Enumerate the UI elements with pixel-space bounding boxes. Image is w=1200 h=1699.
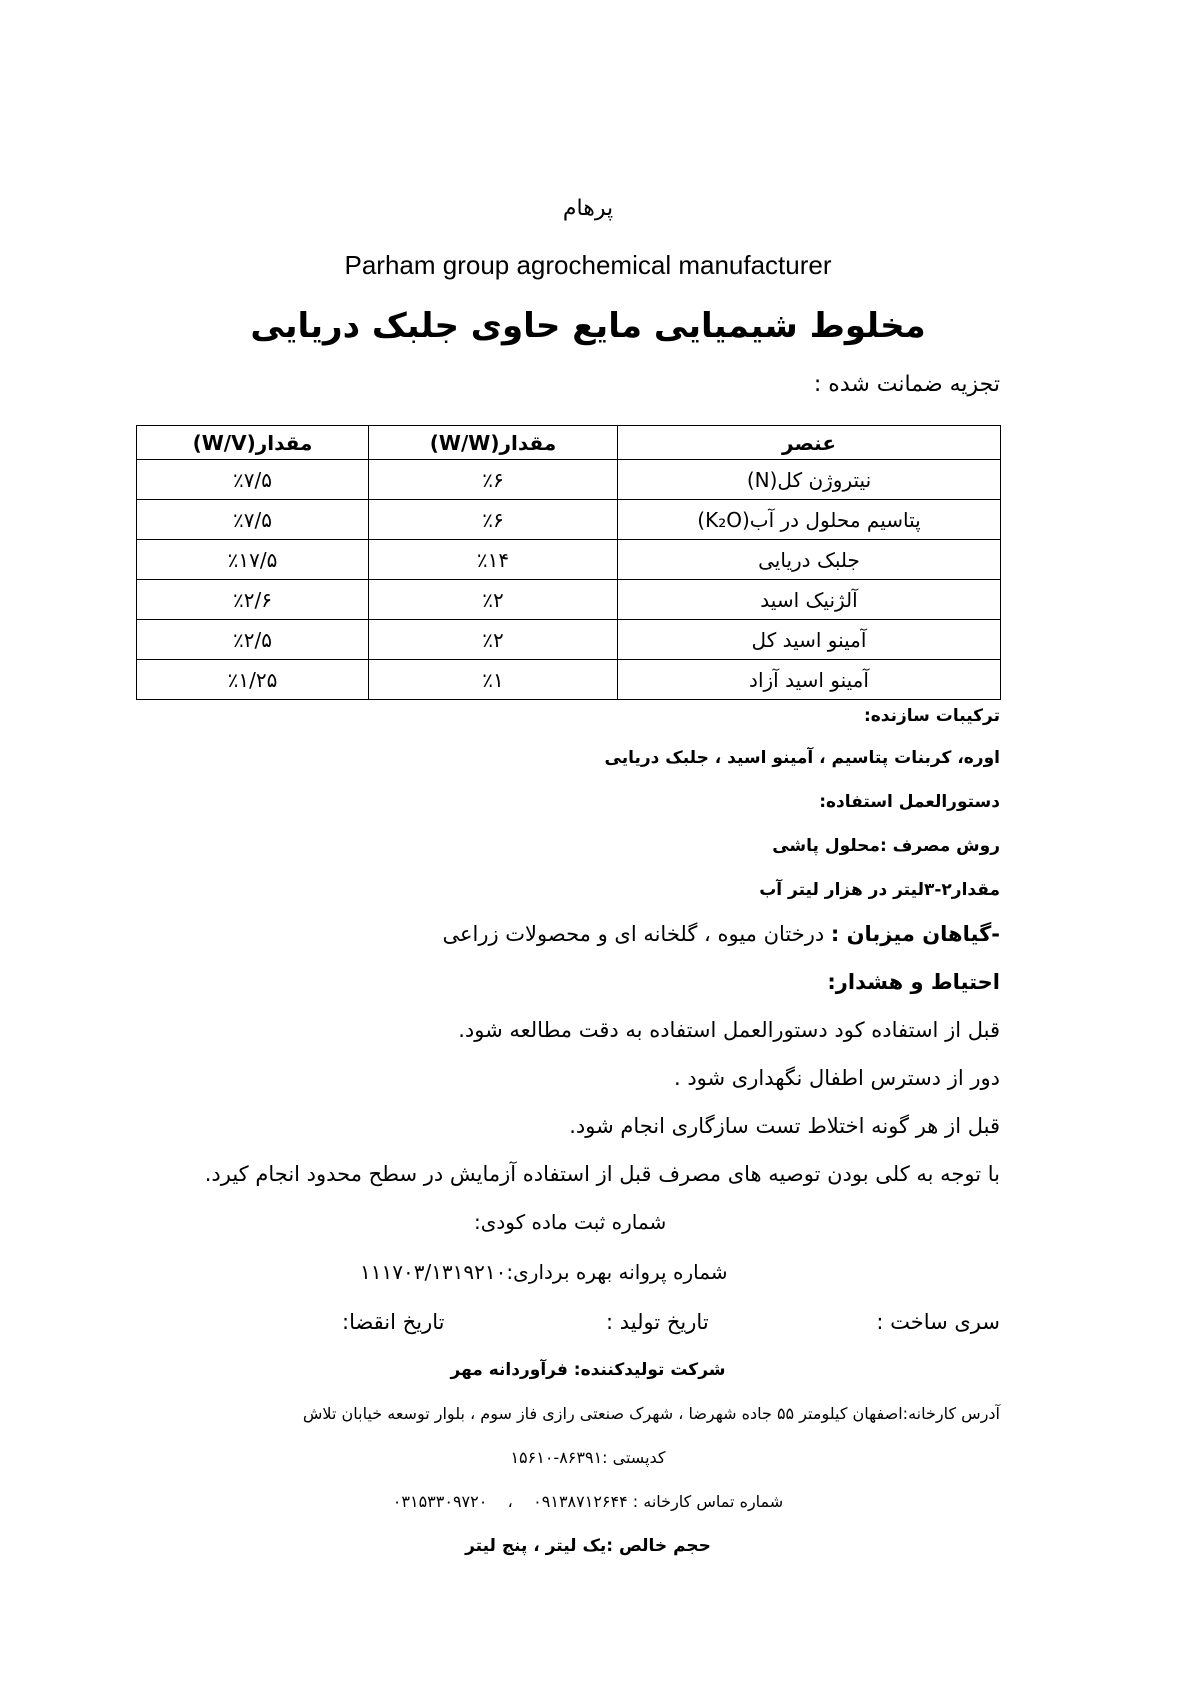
guaranteed-analysis-table — [136, 425, 1001, 700]
warning-item: دور از دسترس اطفال نگهداری شود . — [673, 1066, 1000, 1090]
element-cell: جلبک دریایی — [618, 540, 1001, 580]
warning-item: قبل از استفاده کود دستورالعمل استفاده به دقت مطالعه شود. — [458, 1018, 1000, 1042]
wv-cell: ٪۷/۵ — [137, 460, 369, 500]
table-row — [137, 500, 1001, 540]
net-volume: حجم خالص :یک لیتر ، پنج لیتر — [465, 1536, 711, 1556]
warnings-label: احتیاط و هشدار: — [827, 970, 1000, 994]
ww-cell: ٪۶ — [369, 460, 618, 500]
element-cell: پتاسیم محلول در آب(K₂O) — [618, 500, 1001, 540]
composition-label: ترکیبات سازنده: — [863, 706, 1000, 726]
wv-cell: ٪۲/۶ — [137, 580, 369, 620]
operation-license: شماره پروانه بهره برداری:۱۱۱۷۰۳/۱۳۱۹۲۱۰ — [360, 1260, 728, 1284]
factory-address: آدرس کارخانه:اصفهان کیلومتر ۵۵ جاده شهرضا ، شهرک صنعتی رازی فاز سوم ، بلوار توسعه خیابان تلاش — [302, 1404, 1000, 1423]
expiry-date: تاریخ انقضا: — [342, 1310, 445, 1334]
column-header-ww: مقدار(W/W) — [369, 426, 618, 460]
wv-cell: ٪۷/۵ — [137, 500, 369, 540]
warning-item: قبل از هر گونه اختلاط تست سازگاری انجام شود. — [569, 1114, 1000, 1138]
wv-cell: ٪۱/۲۵ — [137, 660, 369, 700]
guaranteed-analysis-label: تجزیه ضمانت شده : — [813, 372, 1000, 397]
ww-cell: ٪۶ — [369, 500, 618, 540]
element-cell: آمینو اسید کل — [618, 620, 1001, 660]
table-row — [137, 660, 1001, 700]
element-cell: آلژنیک اسید — [618, 580, 1001, 620]
column-header-wv: مقدار(W/V) — [137, 426, 369, 460]
table-row — [137, 620, 1001, 660]
production-date: تاریخ تولید : — [606, 1310, 709, 1334]
usage-method: روش مصرف :محلول پاشی — [772, 836, 1000, 856]
usage-instructions-label: دستورالعمل استفاده: — [819, 792, 1000, 812]
host-plants-value: درختان میوه ، گلخانه ای و محصولات زراعی — [442, 922, 831, 946]
usage-dosage: مقدار۲-۳لیتر در هزار لیتر آب — [759, 880, 1000, 900]
postal-code: کدپستی :۸۶۳۹۱-۱۵۶۱۰ — [510, 1448, 666, 1467]
producer-company: شرکت تولیدکننده: فرآوردانه مهر — [450, 1360, 726, 1380]
host-plants-label: -گیاهان میزبان : — [830, 922, 1000, 946]
factory-phone: شماره تماس کارخانه : ۰۹۱۳۸۷۱۲۶۴۴ ، ۰۳۱۵۳۳۰۹۷۲۰ — [392, 1492, 784, 1511]
table-header-row — [137, 426, 1001, 460]
ww-cell: ٪۲ — [369, 580, 618, 620]
ww-cell: ٪۱۴ — [369, 540, 618, 580]
brand-name-en: Parham group agrochemical manufacturer — [344, 250, 832, 280]
column-header-element: عنصر — [618, 426, 1001, 460]
element-cell: آمینو اسید آزاد — [618, 660, 1001, 700]
host-plants-line — [442, 922, 1000, 946]
fertilizer-registration: شماره ثبت ماده کودی: — [474, 1210, 667, 1234]
table-row — [137, 460, 1001, 500]
wv-cell: ٪۲/۵ — [137, 620, 369, 660]
ww-cell: ٪۱ — [369, 660, 618, 700]
warning-item: با توجه به کلی بودن توصیه های مصرف قبل از استفاده آزمایش در سطح محدود انجام کیرد. — [204, 1162, 1000, 1186]
brand-name-fa: پرهام — [562, 196, 614, 221]
table-row — [137, 540, 1001, 580]
composition-value: اوره، کربنات پتاسیم ، آمینو اسید ، جلبک دریایی — [604, 748, 1000, 768]
table-row — [137, 580, 1001, 620]
element-cell: نیتروژن کل(N) — [618, 460, 1001, 500]
ww-cell: ٪۲ — [369, 620, 618, 660]
batch-series: سری ساخت : — [876, 1310, 1000, 1334]
wv-cell: ٪۱۷/۵ — [137, 540, 369, 580]
product-title: مخلوط شیمیایی مایع حاوی جلبک دریایی — [250, 306, 926, 346]
